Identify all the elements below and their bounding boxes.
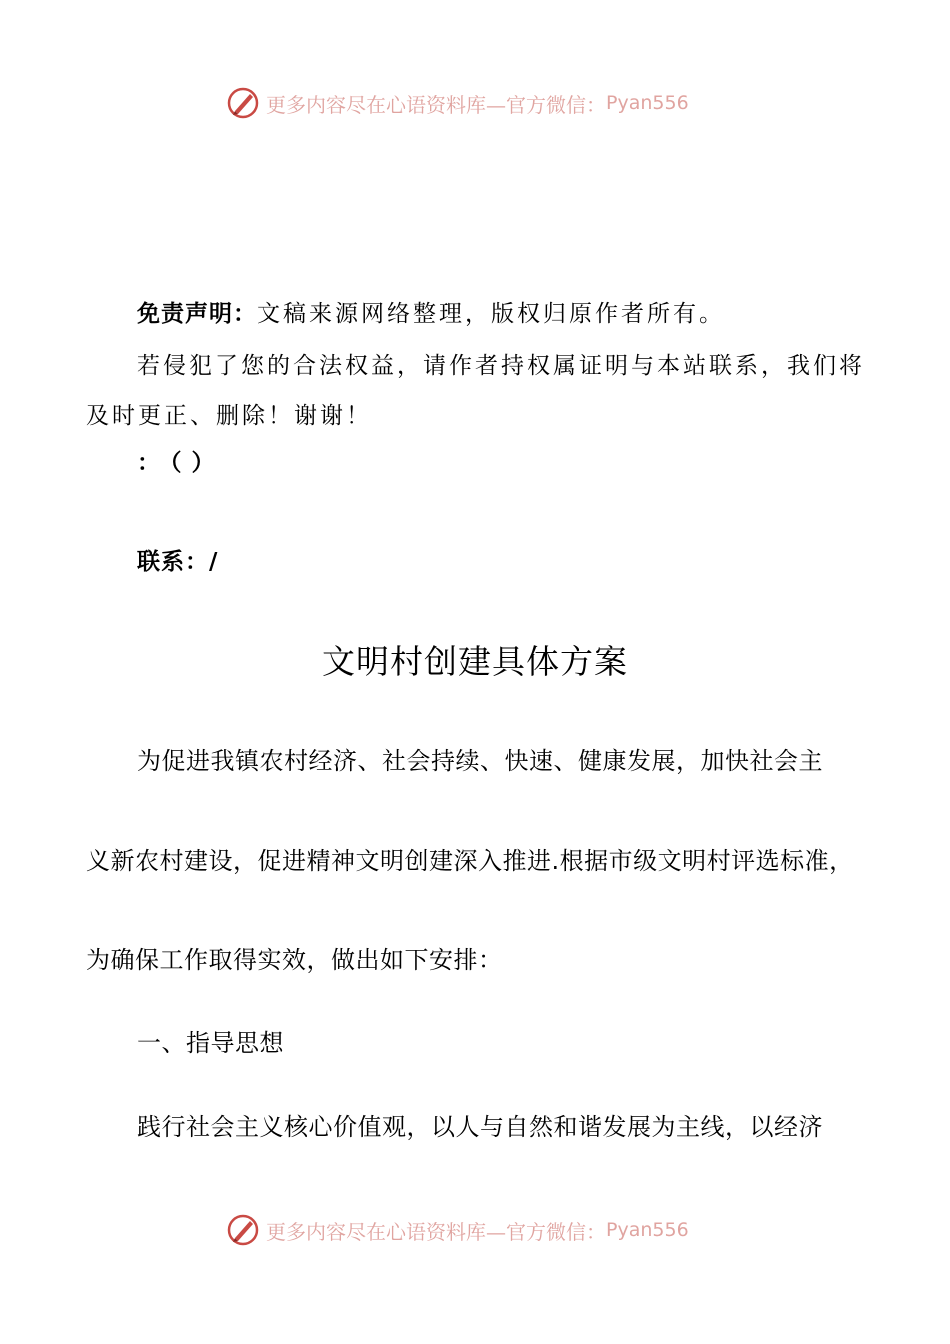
- section-heading-1: 一、指导思想: [137, 1029, 284, 1057]
- document-title: 文明村创建具体方案: [322, 642, 628, 681]
- disclaimer-line: [137, 295, 725, 328]
- disclaimer-line-3: 及时更正、删除！谢谢！: [86, 403, 372, 429]
- banner-text: 更多内容尽在心语资料库—官方微信：: [266, 1219, 606, 1244]
- paragraph-1-line-2: 义新农村建设，促进精神文明创建深入推进.根据市级文明村评选标准，: [86, 847, 854, 875]
- header-banner: [226, 83, 689, 123]
- disclaimer-text: 文稿来源网络整理，版权归原作者所有。: [257, 301, 725, 327]
- disclaimer-line-4: ：（）: [137, 450, 225, 476]
- paragraph-1-line-3: 为确保工作取得实效，做出如下安排：: [86, 946, 503, 974]
- contact-line: 联系：/: [137, 549, 219, 575]
- banner-wechat: Pyan556: [606, 1219, 689, 1241]
- paragraph-2-line-1: 践行社会主义核心价值观，以人与自然和谐发展为主线，以经济: [137, 1113, 823, 1141]
- disclaimer-line-2: 若侵犯了您的合法权益，请作者持权属证明与本站联系，我们将: [137, 353, 865, 379]
- pen-logo-icon: [226, 86, 260, 120]
- footer-banner: [226, 1210, 689, 1250]
- banner-text: 更多内容尽在心语资料库—官方微信：: [266, 92, 606, 117]
- pen-logo-icon: [226, 1213, 260, 1247]
- banner-wechat: Pyan556: [606, 92, 689, 114]
- paragraph-1-line-1: 为促进我镇农村经济、社会持续、快速、健康发展，加快社会主: [137, 747, 823, 775]
- disclaimer-label: 免责声明：: [137, 301, 257, 327]
